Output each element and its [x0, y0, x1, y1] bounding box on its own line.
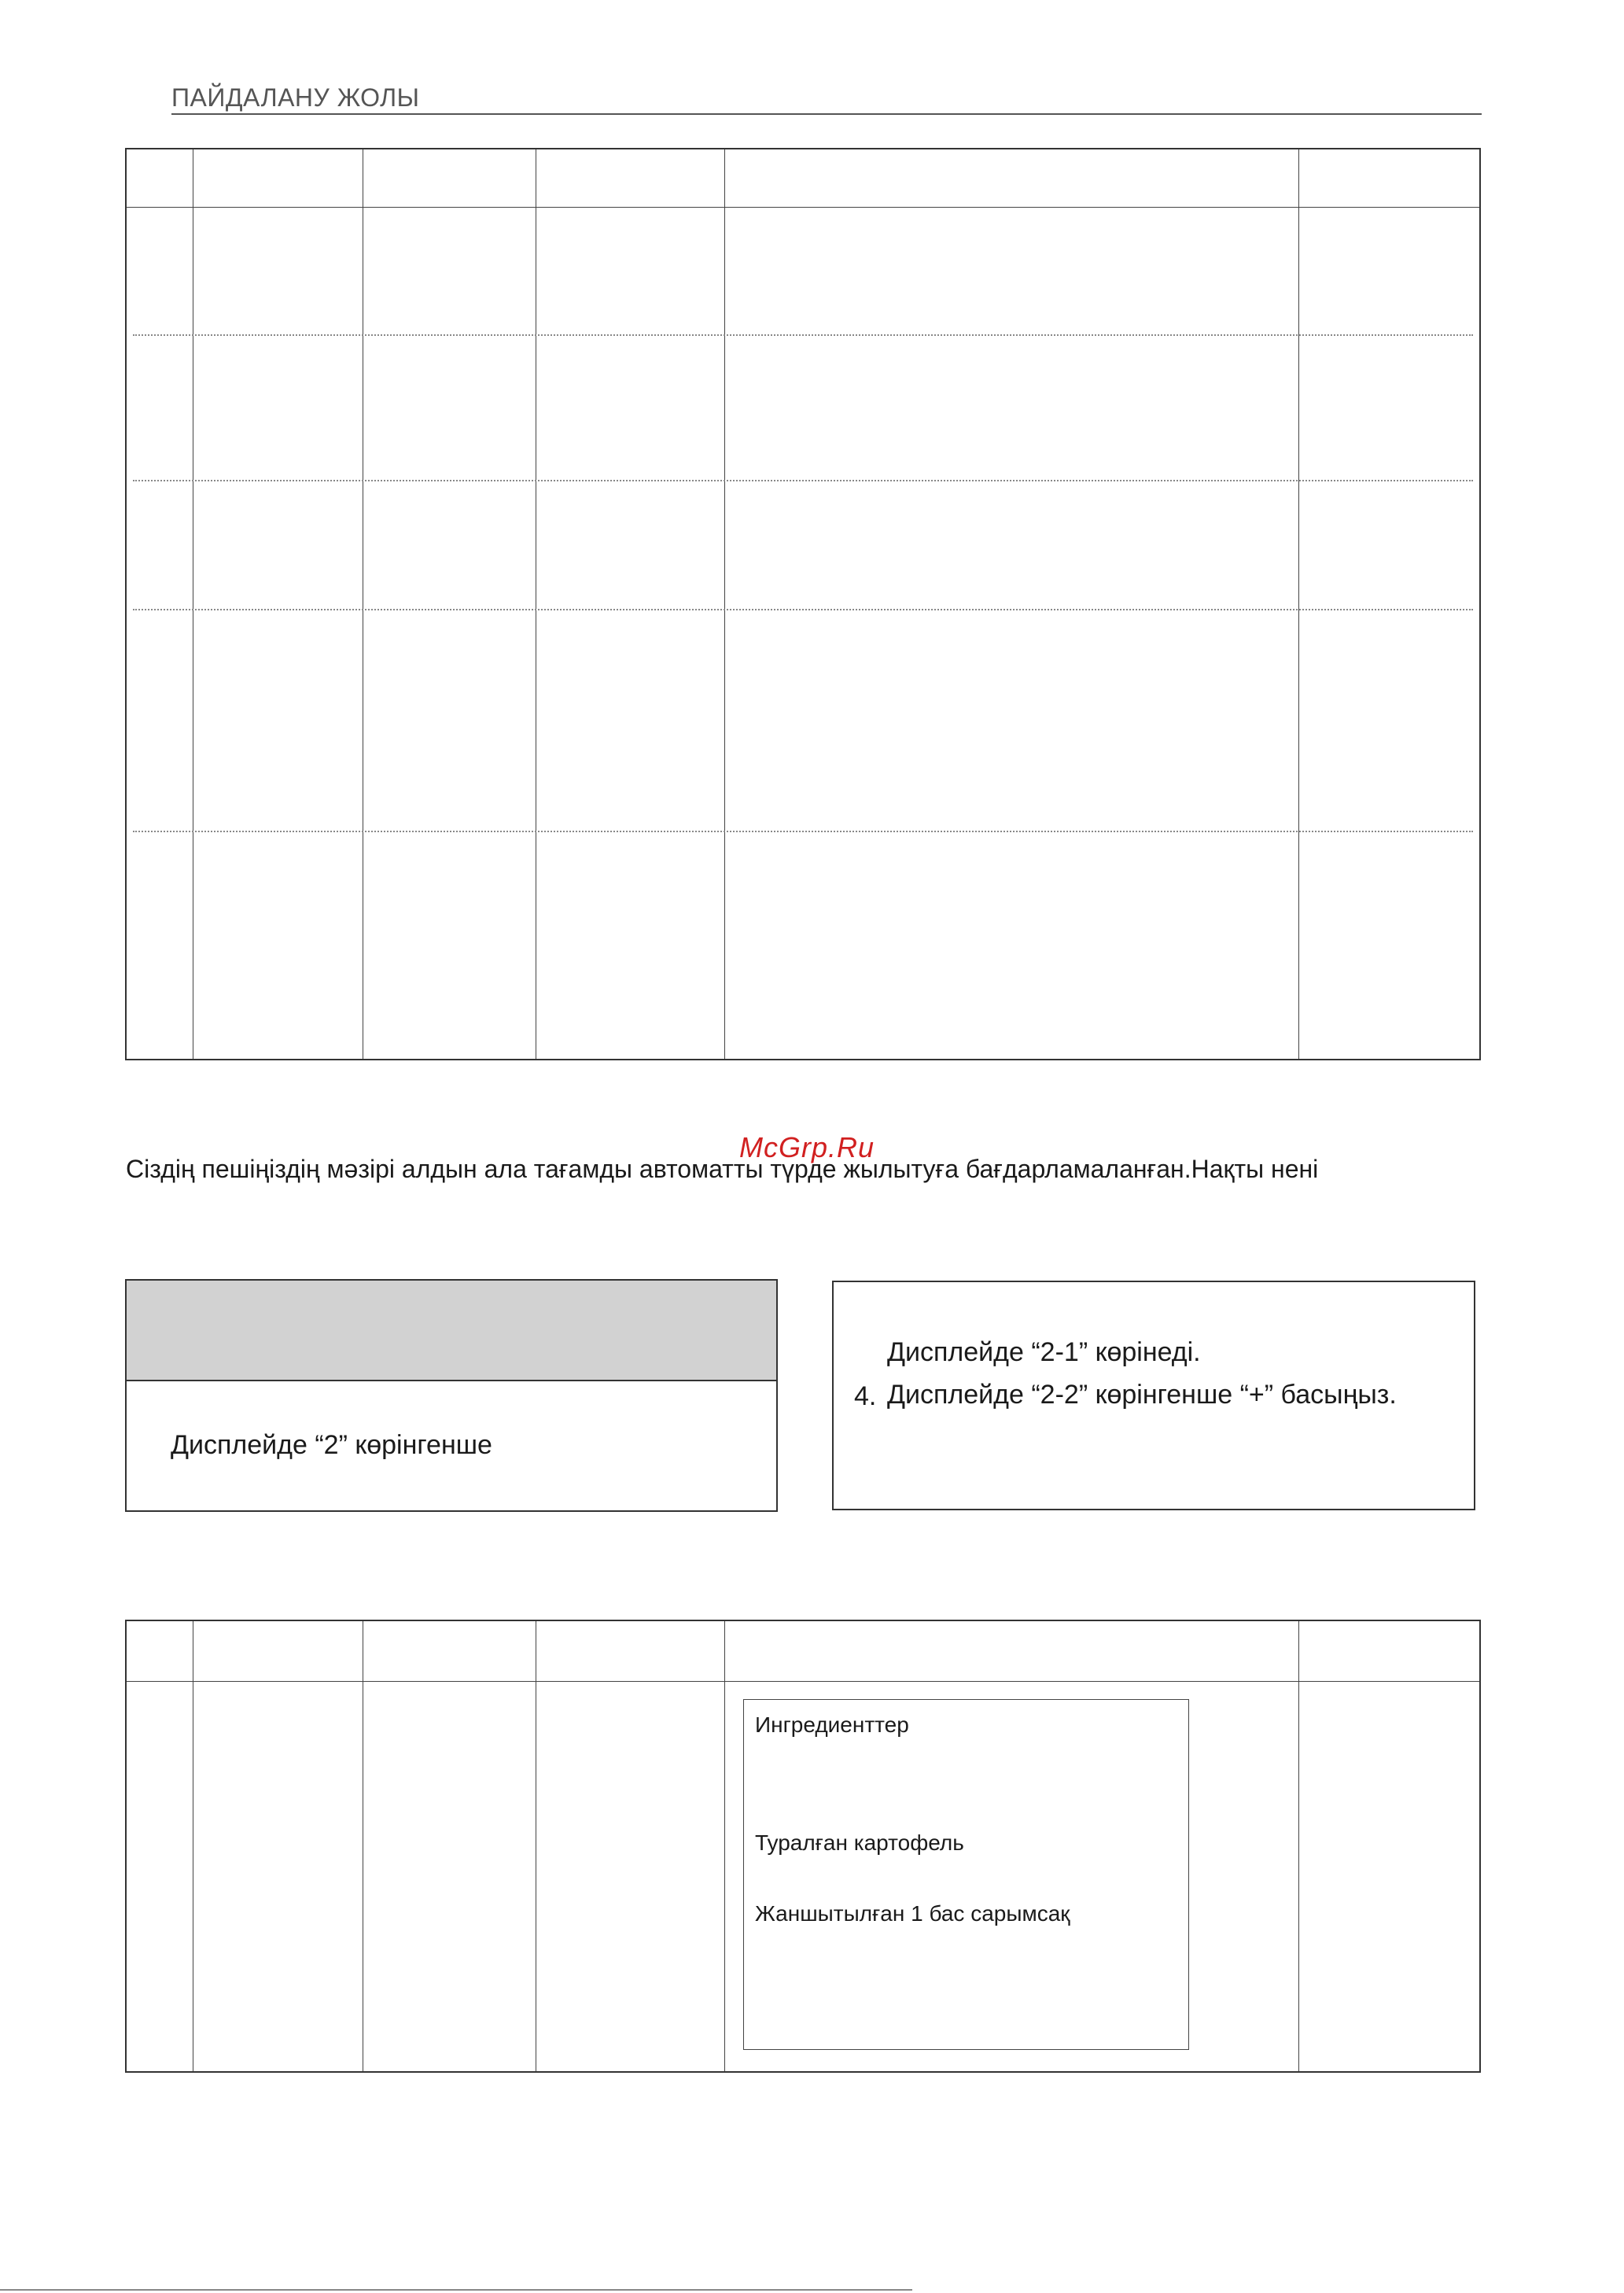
step-box-right [832, 1281, 1475, 1510]
ingredients-box [743, 1699, 1189, 2050]
column-divider [1298, 1621, 1299, 2071]
row-divider [133, 334, 1473, 336]
auto-reheat-table [125, 148, 1481, 1060]
header-divider [171, 113, 1482, 115]
ingredient-item: Туралған картофель [755, 1830, 964, 1855]
watermark: McGrp.Ru [739, 1131, 875, 1163]
table-header-divider [127, 1681, 1479, 1682]
step-box-right-line1: Дисплейде “2-1” көрінеді. [887, 1337, 1201, 1367]
row-divider [133, 831, 1473, 832]
column-divider [724, 1621, 725, 2071]
ingredient-item: Жаншытылған 1 бас сарымсақ [755, 1901, 1070, 1926]
row-divider [133, 609, 1473, 610]
row-divider [133, 480, 1473, 481]
step-box-right-line2: Дисплейде “2-2” көрінгенше “+” басыңыз. [887, 1380, 1397, 1410]
footer-rule [0, 2289, 912, 2291]
column-divider [1298, 149, 1299, 1059]
intro-paragraph: Сіздің пешіңіздің мәзірі алдын ала тағамды автоматты түрде жылытуға бағдарламаланған.Нақты нені [126, 1155, 1319, 1183]
step-box-left-text: Дисплейде “2” көрінгенше [171, 1430, 492, 1460]
table-header-divider [127, 207, 1479, 208]
column-divider [724, 149, 725, 1059]
step-number: 4. [854, 1381, 877, 1411]
page-header-title: ПАЙДАЛАНУ ЖОЛЫ [171, 83, 420, 112]
step-box-header [127, 1281, 776, 1381]
ingredients-title: Ингредиенттер [755, 1712, 909, 1737]
step-box-left [125, 1279, 778, 1512]
